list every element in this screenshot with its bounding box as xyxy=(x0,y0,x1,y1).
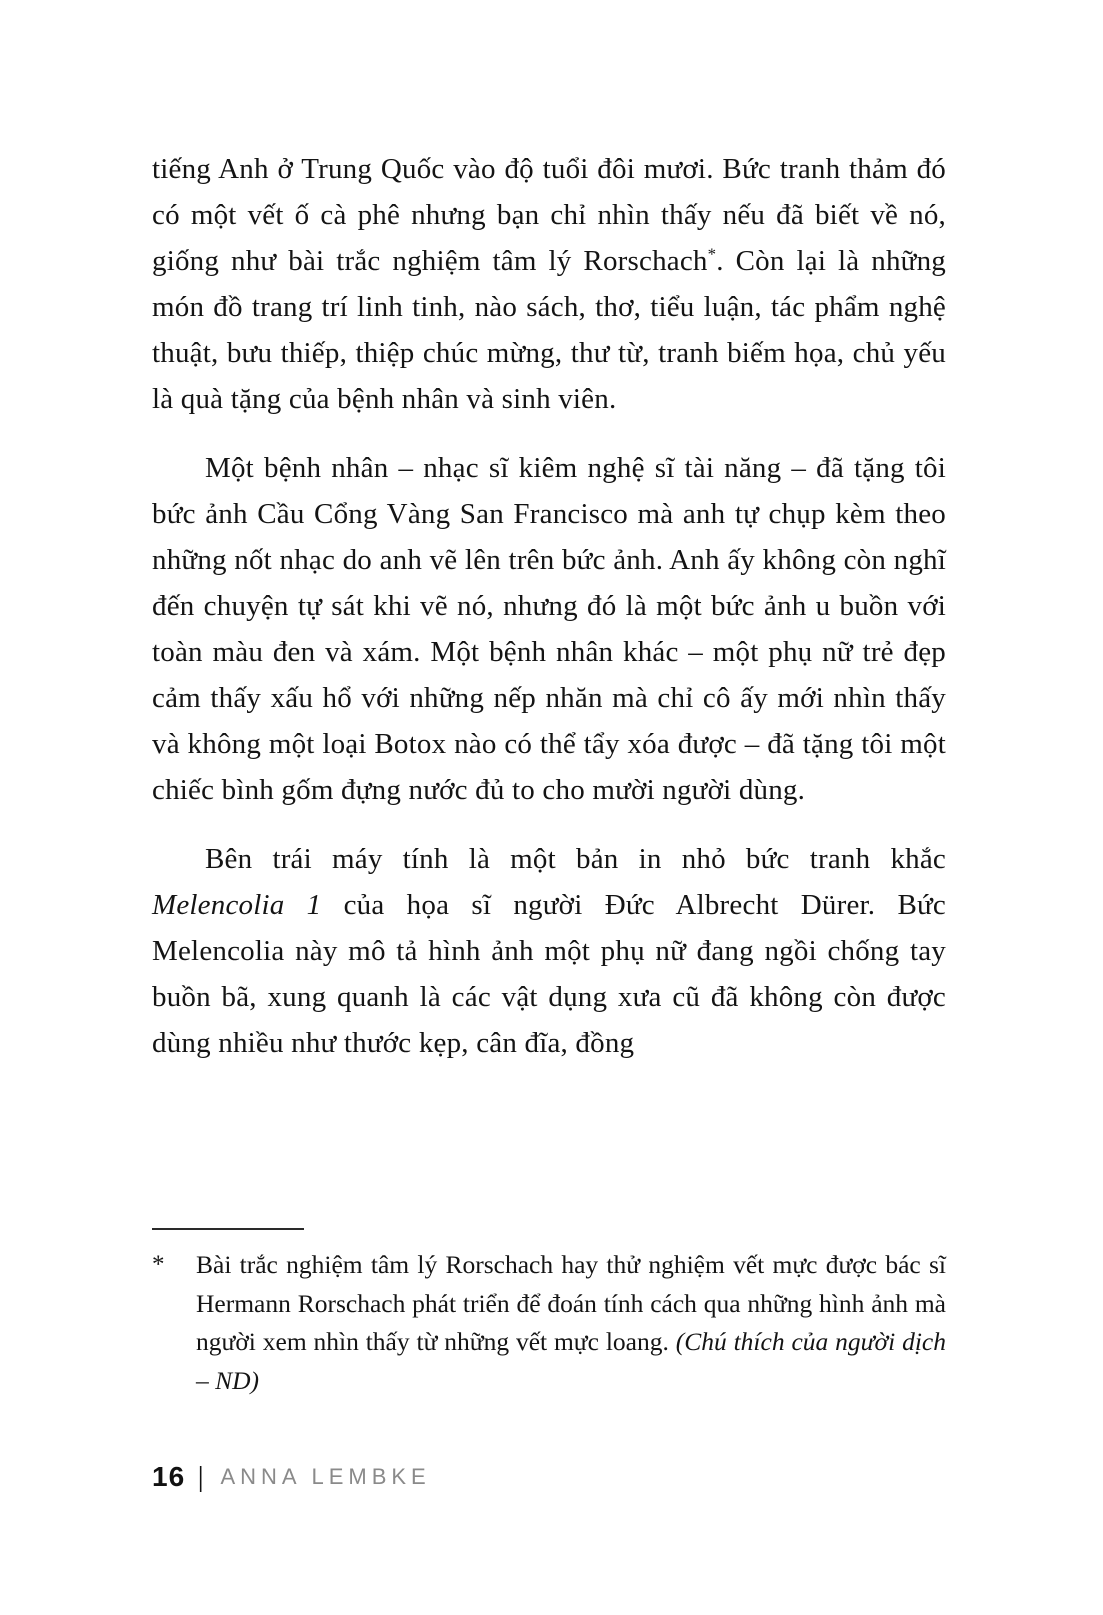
text-segment: Bài trắc nghiệm tâm lý Rorschach hay thử nghiệm vết mực được bác sĩ Hermann Rorschach phát triển để đoán tính cách qua những hình ảnh mà người xem nhìn thấy từ những vết mực loang. xyxy=(196,1250,946,1356)
text-segment: Một bệnh nhân – nhạc sĩ kiêm nghệ sĩ tài năng – đã tặng tôi bức ảnh Cầu Cổng Vàng San Francisco mà anh tự chụp kèm theo những nốt nhạc do anh vẽ lên trên bức ảnh. Anh ấy không còn nghĩ đến chuyện tự sát khi vẽ nó, nhưng đó là một bức ảnh u buồn với toàn màu đen và xám. Một bệnh nhân khác – một phụ nữ trẻ đẹp cảm thấy xấu hổ với những nếp nhăn mà chỉ cô ấy mới nhìn thấy và không một loại Botox nào có thể tẩy xóa được – đã tặng tôi một chiếc bình gốm đựng nước đủ to cho mười người dùng. xyxy=(152,452,946,806)
footnote-marker-ref: * xyxy=(707,244,717,264)
page-footer xyxy=(152,1461,431,1493)
text-segment: của họa sĩ người Đức Albrecht Dürer. Bức Melencolia này mô tả hình ảnh một phụ nữ đang ngồi chống tay buồn bã, xung quanh là các vật dụng xưa cũ đã không còn được dùng nhiều như thước kẹp, cân đĩa, đồng xyxy=(152,889,946,1059)
page-number: 16 xyxy=(152,1461,186,1492)
footnote-text xyxy=(196,1246,946,1400)
author-name: ANNA LEMBKE xyxy=(220,1464,431,1489)
paragraph-2 xyxy=(152,445,946,813)
paragraph-1 xyxy=(152,146,946,422)
footnote xyxy=(152,1246,946,1400)
body-text xyxy=(152,146,946,1066)
paragraph-3 xyxy=(152,836,946,1066)
footnote-marker: * xyxy=(152,1251,165,1278)
footnote-separator xyxy=(152,1228,304,1230)
text-segment: . Còn lại là những món đồ trang trí linh tinh, nào sách, thơ, tiểu luận, tác phẩm nghệ thuật, bưu thiếp, thiệp chúc mừng, thư từ, tranh biếm họa, chủ yếu là quà tặng của bệnh nhân và sinh viên. xyxy=(152,245,946,415)
footer-divider: | xyxy=(198,1461,204,1492)
text-segment: tiếng Anh ở Trung Quốc vào độ tuổi đôi mươi. Bức tranh thảm đó có một vết ố cà phê nhưng bạn chỉ nhìn thấy nếu đã biết về nó, giống như bài trắc nghiệm tâm lý Rorschach xyxy=(152,153,946,277)
translator-note: (Chú thích của người dịch – ND) xyxy=(196,1327,946,1395)
artwork-title: Melencolia 1 xyxy=(152,889,322,921)
text-segment: Bên trái máy tính là một bản in nhỏ bức tranh khắc xyxy=(205,843,946,875)
